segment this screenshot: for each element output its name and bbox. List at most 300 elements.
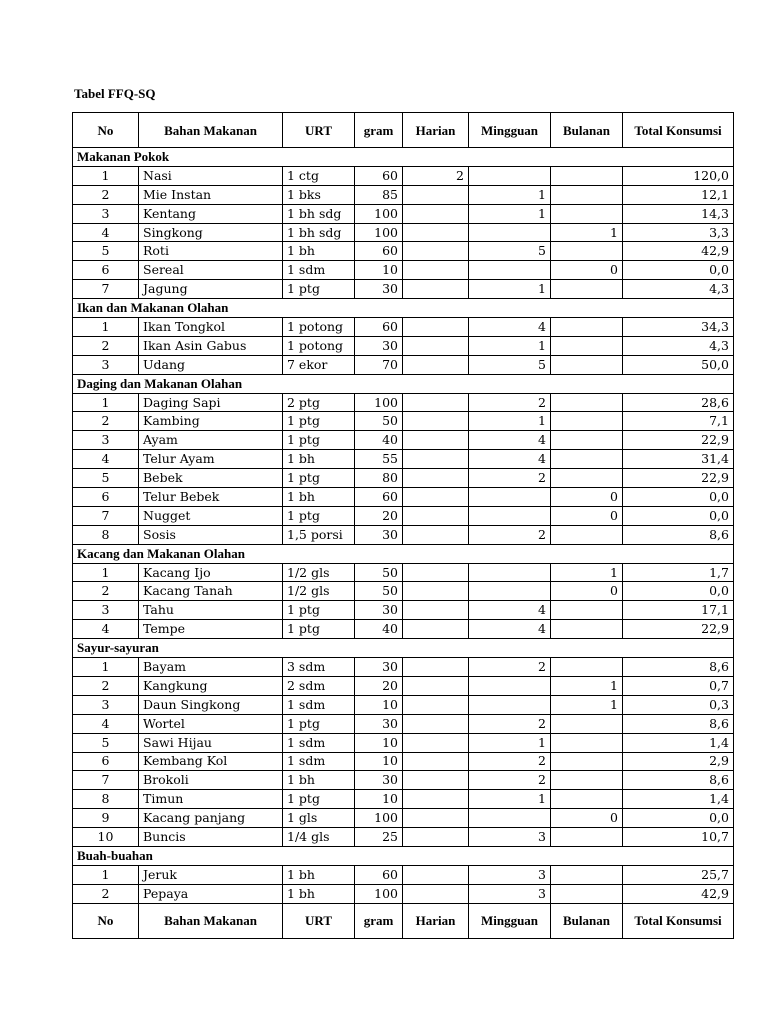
section-row (73, 544, 734, 563)
cell-gram: 100 (355, 884, 403, 903)
cell-no: 6 (73, 261, 139, 280)
cell-total-konsumsi: 0,0 (623, 488, 734, 507)
cell-harian (403, 695, 469, 714)
cell-no: 1 (73, 658, 139, 677)
cell-urt: 1 sdm (283, 261, 355, 280)
table-row (73, 242, 734, 261)
cell-harian (403, 488, 469, 507)
cell-bulanan (551, 601, 623, 620)
table-row (73, 884, 734, 903)
cell-total-konsumsi: 28,6 (623, 393, 734, 412)
table-row (73, 204, 734, 223)
table-row (73, 223, 734, 242)
cell-bahan-makanan: Kacang Tanah (139, 582, 283, 601)
cell-harian: 2 (403, 166, 469, 185)
cell-bahan-makanan: Bebek (139, 469, 283, 488)
cell-total-konsumsi: 2,9 (623, 752, 734, 771)
cell-urt: 1 sdm (283, 752, 355, 771)
cell-harian (403, 563, 469, 582)
cell-mingguan: 3 (469, 884, 551, 903)
cell-bulanan: 1 (551, 223, 623, 242)
cell-bahan-makanan: Ikan Asin Gabus (139, 336, 283, 355)
cell-urt: 1 ctg (283, 166, 355, 185)
cell-mingguan: 4 (469, 620, 551, 639)
cell-mingguan: 1 (469, 790, 551, 809)
cell-bulanan (551, 469, 623, 488)
header-harian: Harian (403, 113, 469, 148)
cell-gram: 40 (355, 431, 403, 450)
footer-header-mingguan: Mingguan (469, 903, 551, 938)
cell-bulanan (551, 412, 623, 431)
table-row (73, 469, 734, 488)
header-bulanan: Bulanan (551, 113, 623, 148)
cell-total-konsumsi: 1,4 (623, 733, 734, 752)
cell-no: 5 (73, 469, 139, 488)
table-row (73, 431, 734, 450)
cell-mingguan: 4 (469, 431, 551, 450)
footer-header-bulanan: Bulanan (551, 903, 623, 938)
cell-urt: 1/2 gls (283, 563, 355, 582)
cell-no: 2 (73, 412, 139, 431)
cell-urt: 1 ptg (283, 431, 355, 450)
table-row (73, 450, 734, 469)
cell-mingguan: 3 (469, 865, 551, 884)
cell-total-konsumsi: 42,9 (623, 242, 734, 261)
cell-harian (403, 223, 469, 242)
cell-bulanan (551, 771, 623, 790)
cell-harian (403, 865, 469, 884)
cell-bahan-makanan: Pepaya (139, 884, 283, 903)
cell-bulanan (551, 204, 623, 223)
cell-bahan-makanan: Nugget (139, 506, 283, 525)
cell-no: 2 (73, 676, 139, 695)
table-row (73, 166, 734, 185)
cell-mingguan: 4 (469, 450, 551, 469)
cell-bulanan (551, 620, 623, 639)
cell-harian (403, 828, 469, 847)
cell-harian (403, 355, 469, 374)
cell-bahan-makanan: Udang (139, 355, 283, 374)
cell-gram: 10 (355, 733, 403, 752)
cell-total-konsumsi: 17,1 (623, 601, 734, 620)
cell-mingguan: 4 (469, 601, 551, 620)
cell-no: 3 (73, 601, 139, 620)
cell-mingguan (469, 506, 551, 525)
cell-no: 3 (73, 204, 139, 223)
cell-urt: 1/4 gls (283, 828, 355, 847)
cell-urt: 1 potong (283, 336, 355, 355)
cell-bulanan (551, 733, 623, 752)
header-row (73, 113, 734, 148)
cell-bulanan: 1 (551, 676, 623, 695)
cell-harian (403, 620, 469, 639)
cell-total-konsumsi: 12,1 (623, 185, 734, 204)
cell-urt: 1 ptg (283, 506, 355, 525)
cell-mingguan (469, 563, 551, 582)
cell-harian (403, 733, 469, 752)
cell-total-konsumsi: 4,3 (623, 336, 734, 355)
cell-no: 4 (73, 223, 139, 242)
cell-gram: 55 (355, 450, 403, 469)
cell-gram: 50 (355, 582, 403, 601)
cell-no: 7 (73, 506, 139, 525)
table-row (73, 185, 734, 204)
table-row (73, 525, 734, 544)
cell-no: 4 (73, 450, 139, 469)
cell-harian (403, 884, 469, 903)
cell-bahan-makanan: Sosis (139, 525, 283, 544)
cell-urt: 1 ptg (283, 469, 355, 488)
cell-bahan-makanan: Daging Sapi (139, 393, 283, 412)
cell-bahan-makanan: Sereal (139, 261, 283, 280)
cell-mingguan (469, 166, 551, 185)
header-gram: gram (355, 113, 403, 148)
header-total-konsumsi: Total Konsumsi (623, 113, 734, 148)
section-title: Buah-buahan (73, 846, 734, 865)
cell-urt: 1,5 porsi (283, 525, 355, 544)
table-row (73, 790, 734, 809)
cell-gram: 60 (355, 242, 403, 261)
table-row (73, 563, 734, 582)
cell-total-konsumsi: 50,0 (623, 355, 734, 374)
cell-total-konsumsi: 3,3 (623, 223, 734, 242)
table-row (73, 809, 734, 828)
cell-gram: 20 (355, 676, 403, 695)
ffq-table (72, 112, 734, 939)
cell-bulanan: 1 (551, 563, 623, 582)
cell-total-konsumsi: 0,0 (623, 506, 734, 525)
cell-gram: 30 (355, 771, 403, 790)
table-row (73, 771, 734, 790)
footer-header-bahan-makanan: Bahan Makanan (139, 903, 283, 938)
section-row (73, 374, 734, 393)
cell-bahan-makanan: Roti (139, 242, 283, 261)
cell-bulanan (551, 355, 623, 374)
cell-no: 2 (73, 884, 139, 903)
cell-gram: 10 (355, 261, 403, 280)
cell-bahan-makanan: Timun (139, 790, 283, 809)
cell-harian (403, 318, 469, 337)
cell-total-konsumsi: 1,4 (623, 790, 734, 809)
table-row (73, 658, 734, 677)
cell-mingguan: 1 (469, 204, 551, 223)
cell-gram: 70 (355, 355, 403, 374)
cell-mingguan: 2 (469, 714, 551, 733)
cell-urt: 1 ptg (283, 620, 355, 639)
cell-harian (403, 393, 469, 412)
section-title: Sayur-sayuran (73, 639, 734, 658)
cell-bahan-makanan: Jeruk (139, 865, 283, 884)
cell-mingguan (469, 582, 551, 601)
cell-harian (403, 185, 469, 204)
cell-mingguan (469, 676, 551, 695)
table-row (73, 261, 734, 280)
cell-no: 9 (73, 809, 139, 828)
footer-header-no: No (73, 903, 139, 938)
cell-no: 7 (73, 771, 139, 790)
cell-bahan-makanan: Bayam (139, 658, 283, 677)
footer-header-urt: URT (283, 903, 355, 938)
cell-mingguan: 1 (469, 412, 551, 431)
cell-urt: 1 sdm (283, 695, 355, 714)
cell-mingguan: 1 (469, 336, 551, 355)
table-row (73, 393, 734, 412)
cell-gram: 85 (355, 185, 403, 204)
cell-urt: 3 sdm (283, 658, 355, 677)
cell-no: 6 (73, 488, 139, 507)
cell-bahan-makanan: Daun Singkong (139, 695, 283, 714)
cell-urt: 1 ptg (283, 412, 355, 431)
cell-total-konsumsi: 8,6 (623, 658, 734, 677)
cell-total-konsumsi: 22,9 (623, 469, 734, 488)
cell-urt: 1 ptg (283, 280, 355, 299)
section-row (73, 846, 734, 865)
cell-bahan-makanan: Buncis (139, 828, 283, 847)
table-row (73, 336, 734, 355)
cell-urt: 1 ptg (283, 714, 355, 733)
table-row (73, 752, 734, 771)
cell-no: 8 (73, 790, 139, 809)
cell-bahan-makanan: Tahu (139, 601, 283, 620)
cell-urt: 1 bh (283, 771, 355, 790)
cell-bulanan (551, 318, 623, 337)
footer-header-row (73, 903, 734, 938)
cell-bulanan (551, 166, 623, 185)
cell-bulanan (551, 525, 623, 544)
cell-no: 3 (73, 355, 139, 374)
cell-mingguan: 1 (469, 185, 551, 204)
cell-bulanan: 0 (551, 488, 623, 507)
cell-bulanan (551, 884, 623, 903)
cell-harian (403, 469, 469, 488)
table-body (73, 148, 734, 904)
cell-harian (403, 412, 469, 431)
cell-no: 7 (73, 280, 139, 299)
header-bahan-makanan: Bahan Makanan (139, 113, 283, 148)
cell-gram: 10 (355, 695, 403, 714)
cell-harian (403, 601, 469, 620)
cell-bulanan (551, 242, 623, 261)
cell-no: 1 (73, 166, 139, 185)
cell-gram: 100 (355, 204, 403, 223)
cell-total-konsumsi: 0,0 (623, 809, 734, 828)
cell-gram: 50 (355, 412, 403, 431)
cell-urt: 2 ptg (283, 393, 355, 412)
cell-no: 5 (73, 733, 139, 752)
cell-no: 5 (73, 242, 139, 261)
cell-no: 1 (73, 318, 139, 337)
cell-no: 3 (73, 695, 139, 714)
cell-bahan-makanan: Kacang panjang (139, 809, 283, 828)
cell-total-konsumsi: 1,7 (623, 563, 734, 582)
cell-total-konsumsi: 0,7 (623, 676, 734, 695)
cell-harian (403, 336, 469, 355)
table-row (73, 488, 734, 507)
cell-total-konsumsi: 0,3 (623, 695, 734, 714)
cell-harian (403, 431, 469, 450)
cell-total-konsumsi: 34,3 (623, 318, 734, 337)
cell-gram: 80 (355, 469, 403, 488)
cell-bahan-makanan: Telur Ayam (139, 450, 283, 469)
cell-harian (403, 525, 469, 544)
header-urt: URT (283, 113, 355, 148)
cell-bahan-makanan: Mie Instan (139, 185, 283, 204)
cell-urt: 1 bh (283, 865, 355, 884)
cell-urt: 1 bh (283, 488, 355, 507)
cell-bulanan (551, 658, 623, 677)
cell-mingguan (469, 223, 551, 242)
cell-bahan-makanan: Kentang (139, 204, 283, 223)
cell-urt: 1 bh (283, 242, 355, 261)
cell-mingguan: 2 (469, 393, 551, 412)
cell-mingguan: 2 (469, 752, 551, 771)
cell-bahan-makanan: Kembang Kol (139, 752, 283, 771)
cell-bahan-makanan: Kangkung (139, 676, 283, 695)
cell-total-konsumsi: 8,6 (623, 771, 734, 790)
cell-harian (403, 714, 469, 733)
table-row (73, 620, 734, 639)
cell-urt: 1 sdm (283, 733, 355, 752)
cell-harian (403, 280, 469, 299)
table-row (73, 506, 734, 525)
cell-no: 8 (73, 525, 139, 544)
table-row (73, 828, 734, 847)
cell-no: 4 (73, 620, 139, 639)
section-title: Daging dan Makanan Olahan (73, 374, 734, 393)
cell-bahan-makanan: Telur Bebek (139, 488, 283, 507)
cell-bulanan: 0 (551, 261, 623, 280)
cell-gram: 100 (355, 809, 403, 828)
table-row (73, 318, 734, 337)
cell-total-konsumsi: 7,1 (623, 412, 734, 431)
cell-bulanan (551, 865, 623, 884)
footer-header-harian: Harian (403, 903, 469, 938)
table-row (73, 733, 734, 752)
cell-gram: 30 (355, 280, 403, 299)
cell-no: 1 (73, 563, 139, 582)
cell-no: 2 (73, 336, 139, 355)
cell-bahan-makanan: Singkong (139, 223, 283, 242)
table-row (73, 601, 734, 620)
cell-gram: 30 (355, 336, 403, 355)
cell-bulanan: 0 (551, 582, 623, 601)
cell-harian (403, 809, 469, 828)
cell-harian (403, 658, 469, 677)
cell-harian (403, 204, 469, 223)
section-row (73, 299, 734, 318)
cell-no: 2 (73, 582, 139, 601)
cell-mingguan: 1 (469, 280, 551, 299)
cell-no: 2 (73, 185, 139, 204)
cell-mingguan: 2 (469, 469, 551, 488)
table-row (73, 412, 734, 431)
cell-total-konsumsi: 22,9 (623, 431, 734, 450)
cell-no: 4 (73, 714, 139, 733)
cell-urt: 1 bks (283, 185, 355, 204)
cell-gram: 100 (355, 223, 403, 242)
cell-mingguan: 2 (469, 525, 551, 544)
cell-urt: 1/2 gls (283, 582, 355, 601)
cell-harian (403, 450, 469, 469)
cell-bulanan (551, 790, 623, 809)
table-caption: Tabel FFQ-SQ (74, 86, 156, 101)
cell-harian (403, 506, 469, 525)
cell-mingguan: 2 (469, 658, 551, 677)
cell-total-konsumsi: 25,7 (623, 865, 734, 884)
cell-gram: 100 (355, 393, 403, 412)
cell-urt: 2 sdm (283, 676, 355, 695)
cell-total-konsumsi: 10,7 (623, 828, 734, 847)
cell-mingguan: 3 (469, 828, 551, 847)
table-row (73, 280, 734, 299)
cell-harian (403, 582, 469, 601)
cell-urt: 1 bh sdg (283, 223, 355, 242)
cell-gram: 10 (355, 752, 403, 771)
cell-gram: 60 (355, 865, 403, 884)
cell-urt: 1 bh sdg (283, 204, 355, 223)
cell-bulanan (551, 450, 623, 469)
header-no: No (73, 113, 139, 148)
cell-harian (403, 771, 469, 790)
cell-gram: 30 (355, 525, 403, 544)
table-row (73, 355, 734, 374)
cell-bahan-makanan: Kacang Ijo (139, 563, 283, 582)
cell-bulanan (551, 828, 623, 847)
cell-gram: 30 (355, 658, 403, 677)
cell-urt: 1 bh (283, 450, 355, 469)
cell-gram: 30 (355, 714, 403, 733)
table-row (73, 582, 734, 601)
section-title: Makanan Pokok (73, 148, 734, 167)
cell-harian (403, 261, 469, 280)
cell-total-konsumsi: 31,4 (623, 450, 734, 469)
cell-bahan-makanan: Ayam (139, 431, 283, 450)
cell-gram: 60 (355, 488, 403, 507)
cell-mingguan: 5 (469, 355, 551, 374)
section-row (73, 639, 734, 658)
footer-header-total-konsumsi: Total Konsumsi (623, 903, 734, 938)
cell-bahan-makanan: Tempe (139, 620, 283, 639)
cell-no: 6 (73, 752, 139, 771)
cell-bulanan (551, 336, 623, 355)
cell-total-konsumsi: 4,3 (623, 280, 734, 299)
footer-header-gram: gram (355, 903, 403, 938)
cell-gram: 30 (355, 601, 403, 620)
header-mingguan: Mingguan (469, 113, 551, 148)
cell-bahan-makanan: Ikan Tongkol (139, 318, 283, 337)
cell-bulanan (551, 393, 623, 412)
cell-gram: 60 (355, 166, 403, 185)
section-title: Kacang dan Makanan Olahan (73, 544, 734, 563)
cell-no: 1 (73, 393, 139, 412)
cell-mingguan: 5 (469, 242, 551, 261)
section-row (73, 148, 734, 167)
table-row (73, 714, 734, 733)
cell-bulanan (551, 752, 623, 771)
cell-urt: 1 gls (283, 809, 355, 828)
cell-total-konsumsi: 22,9 (623, 620, 734, 639)
cell-harian (403, 242, 469, 261)
cell-gram: 60 (355, 318, 403, 337)
cell-gram: 25 (355, 828, 403, 847)
section-title: Ikan dan Makanan Olahan (73, 299, 734, 318)
cell-no: 10 (73, 828, 139, 847)
cell-total-konsumsi: 8,6 (623, 525, 734, 544)
cell-total-konsumsi: 14,3 (623, 204, 734, 223)
cell-total-konsumsi: 0,0 (623, 582, 734, 601)
cell-bulanan: 1 (551, 695, 623, 714)
cell-mingguan (469, 261, 551, 280)
